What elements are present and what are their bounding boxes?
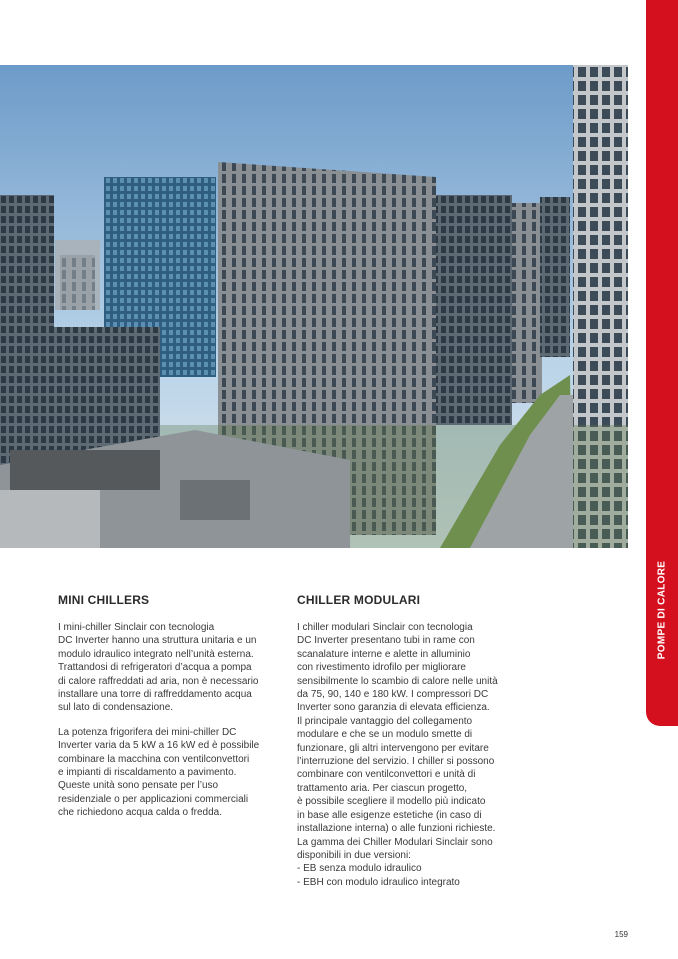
section-heading: CHILLER MODULARI bbox=[297, 593, 421, 607]
chiller-modulari-section bbox=[297, 593, 527, 900]
paragraph: I mini-chiller Sinclair con tecnologia DC Inverter hanno una struttura unitaria e un modulo idraulico integrato nell’unità esterna. Trattandosi di refrigeratori d’acqua a pompa di calore raffreddati ad aria, non è necessario installare una torre di raffreddamento acqua sul lato di condensazione. bbox=[58, 622, 259, 714]
paragraph: La potenza frigorifera dei mini-chiller DC Inverter varia da 5 kW a 16 kW ed è possibile combinare la macchina con ventilconvettori e impianti di riscaldamento a pavimento. Queste unità sono pensate per l’uso residenziale o per applicazioni commerciali che richiedono acqua calda o fredda. bbox=[58, 726, 260, 819]
mini-chillers-section bbox=[58, 593, 288, 831]
side-tab-label: POMPE DI CALORE bbox=[656, 560, 668, 660]
hero-image bbox=[0, 65, 628, 548]
section-heading: MINI CHILLERS bbox=[58, 593, 150, 607]
page-number: 159 bbox=[614, 930, 628, 939]
paragraph: I chiller modulari Sinclair con tecnologia DC Inverter presentano tubi in rame con scanalature interne e alette in alluminio con rivestimento idrofilo per migliorare sensibilmente lo scambio di calore nelle unità da 75, 90, 140 e 180 kW. I compressori DC Inverter sono garanzia di elevata efficienza. Il principale vantaggio del collegamento modulare e che se un modulo smette di funzionare, gli altri intervengono per evitare l’interruzione del servizio. I chiller si possono combinare con ventilconvettori e unità di trattamento aria. Per ciascun progetto, è possibile scegliere il modello più indicato in base alle esigenze estetiche (in caso di installazione interna) o alle funzioni richieste. La gamma dei Chiller Modulari Sinclair sono disponibili in due versioni: - EB senza modulo idraulico - EBH con modulo idraulico integrato bbox=[297, 622, 498, 888]
